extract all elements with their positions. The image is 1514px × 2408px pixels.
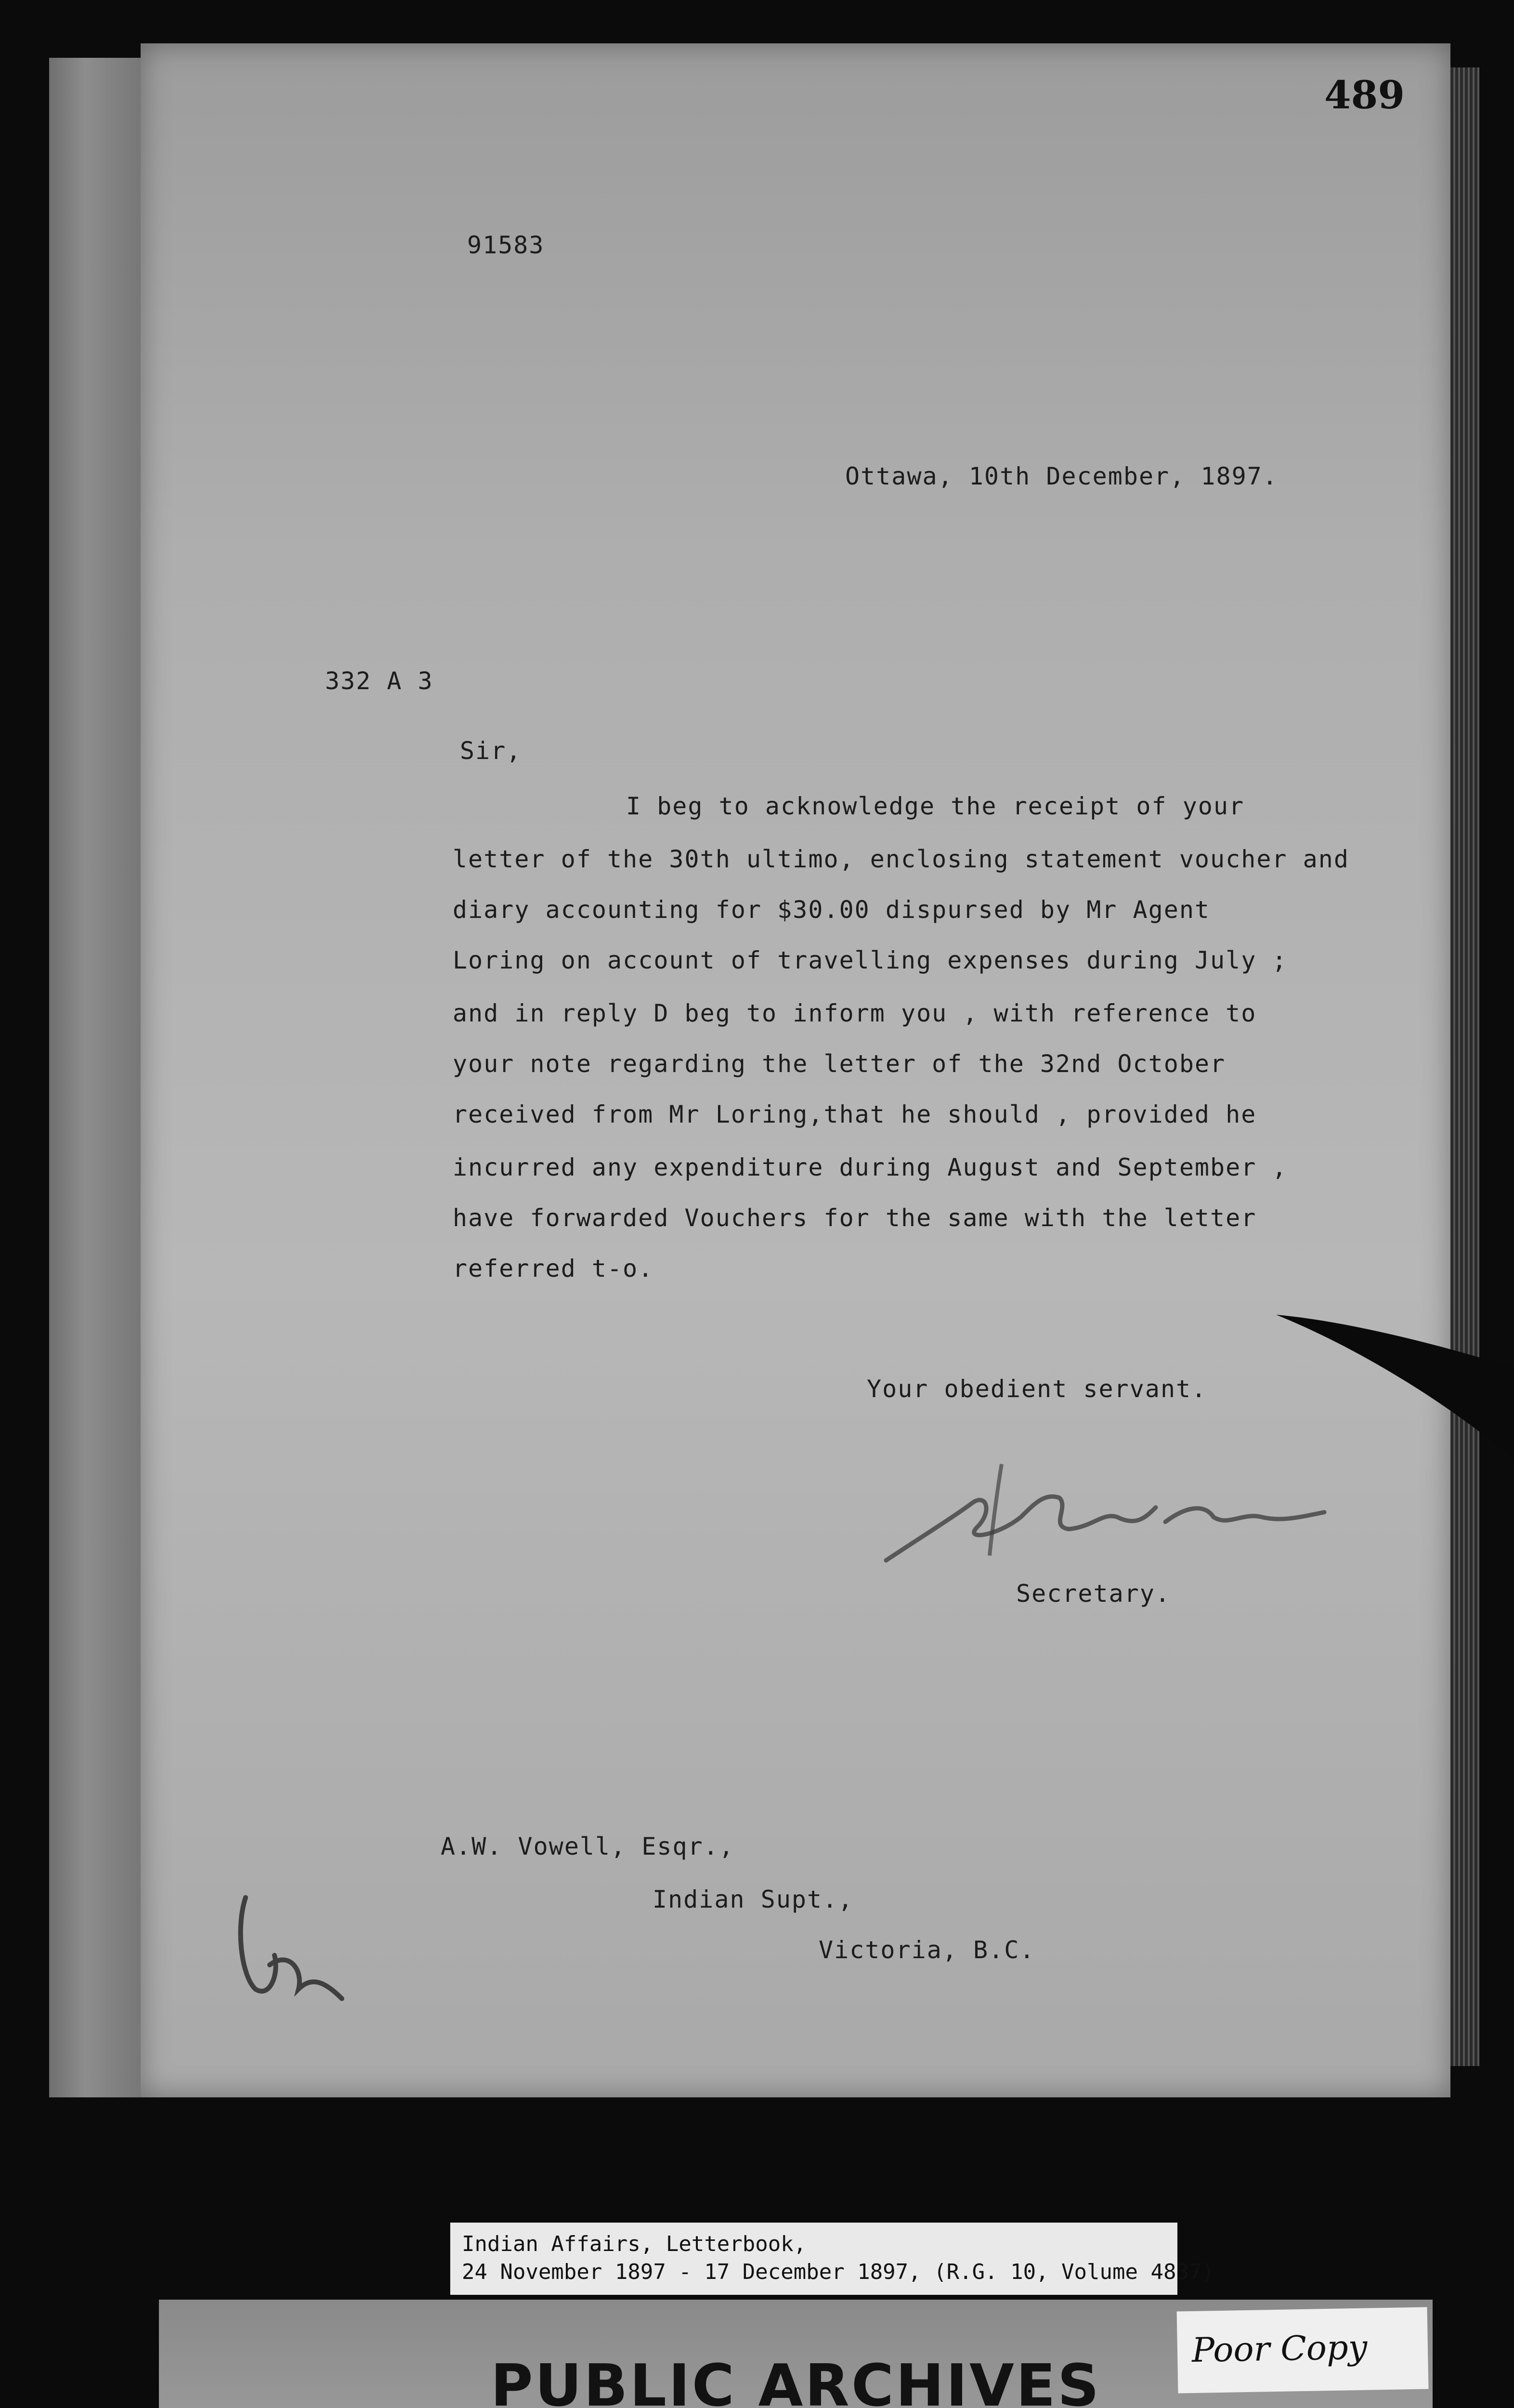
signatory-title: Secretary.	[1016, 1580, 1171, 1608]
addressee-position: Indian Supt.,	[653, 1885, 854, 1913]
body-line: received from Mr Loring,that he should , provided he	[453, 1100, 1257, 1128]
file-number: 91583	[467, 231, 545, 259]
body-line: diary accounting for $30.00 dispursed by Mr Agent	[453, 896, 1211, 924]
page-edge	[1450, 67, 1479, 2066]
pen-pointer	[1276, 1300, 1514, 1493]
binding-strip	[49, 58, 141, 2097]
citation-line: Indian Affairs, Letterbook,	[462, 2232, 807, 2256]
citation-label	[450, 2223, 1214, 2295]
archives-line-english: PUBLIC ARCHIVES	[490, 2353, 1101, 2408]
salutation: Sir,	[460, 737, 522, 765]
reference-number: 332 A 3	[325, 667, 433, 695]
poor-copy-stamp	[1177, 2307, 1429, 2393]
body-line: your note regarding the letter of the 32nd October	[453, 1050, 1226, 1078]
body-line: and in reply D beg to inform you , with reference to	[453, 999, 1257, 1027]
body-line: I beg to acknowledge the receipt of your	[626, 792, 1245, 820]
body-line: have forwarded Vouchers for the same with the letter	[453, 1204, 1257, 1232]
addressee-name: A.W. Vowell, Esqr.,	[441, 1832, 734, 1860]
closing: Your obedient servant.	[867, 1375, 1207, 1403]
body-line: incurred any expenditure during August and September ,	[453, 1153, 1288, 1181]
handwritten-initials	[226, 1878, 361, 2023]
citation-line: 24 November 1897 - 17 December 1897, (R.G. 10, Volume 4837)	[462, 2260, 1214, 2284]
body-line: Loring on account of travelling expenses during July ;	[453, 946, 1288, 974]
place-date: Ottawa, 10th December, 1897.	[845, 462, 1278, 490]
addressee-location: Victoria, B.C.	[819, 1936, 1035, 1964]
stamp-text: Poor Copy	[1191, 2327, 1368, 2370]
body-line: letter of the 30th ultimo, enclosing statement voucher and	[453, 845, 1349, 873]
page-number: 489	[1324, 72, 1405, 118]
body-line: referred t-o.	[453, 1255, 654, 1283]
